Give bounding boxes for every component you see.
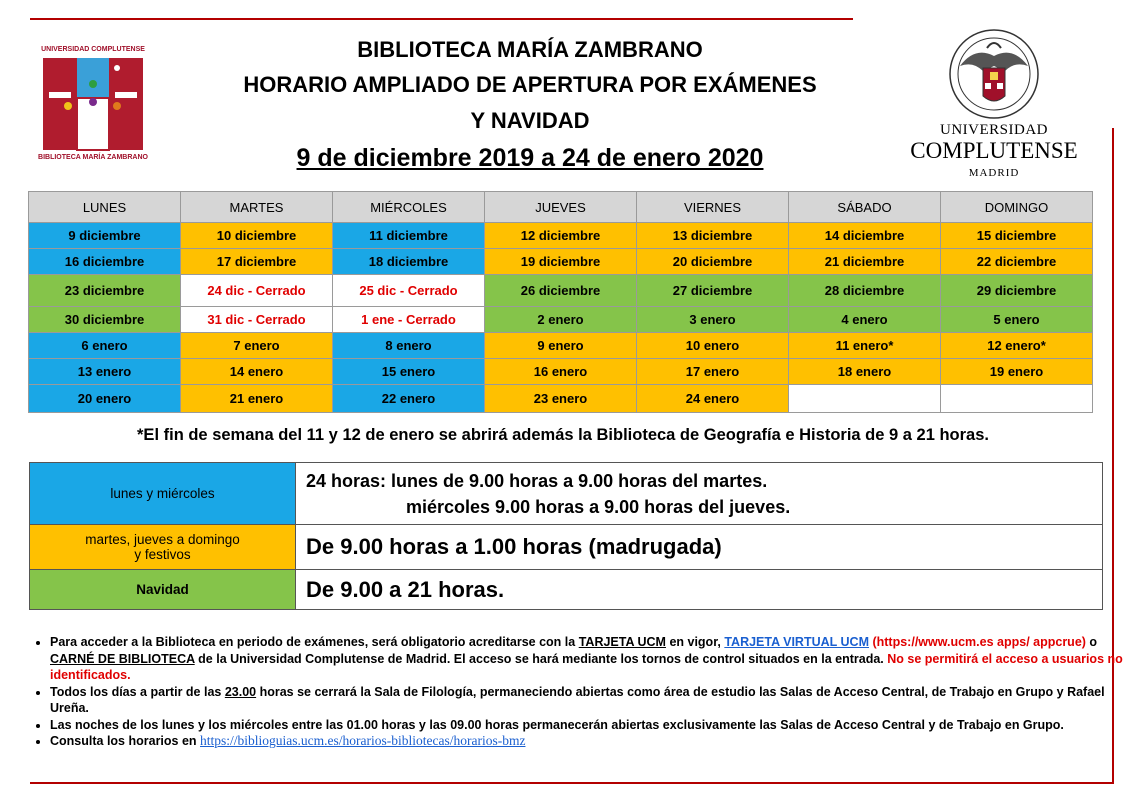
calendar-row: [29, 333, 1093, 359]
calendar-day-sabado: 28 diciembre: [789, 275, 941, 307]
schedule-value-24h: [296, 463, 1103, 525]
bullet-consult: [50, 733, 1125, 750]
calendar-row: [29, 249, 1093, 275]
calendar-day-viernes: 10 enero: [637, 333, 789, 359]
calendar-day-domingo: 22 diciembre: [941, 249, 1093, 275]
calendar-day-viernes: 13 diciembre: [637, 223, 789, 249]
calendar-day-domingo: [941, 385, 1093, 413]
ucm-crest-icon: [905, 26, 1083, 122]
info-bullets: [28, 634, 1125, 750]
schedule-label-navidad: Navidad: [30, 570, 296, 610]
calendar-day-miercoles: 25 dic - Cerrado: [333, 275, 485, 307]
calendar-day-miercoles: 22 enero: [333, 385, 485, 413]
calendar-day-martes: 17 diciembre: [181, 249, 333, 275]
calendar-header-sabado: SÁBADO: [789, 192, 941, 223]
calendar-day-martes: 10 diciembre: [181, 223, 333, 249]
calendar-row: [29, 275, 1093, 307]
bullet-closing-text: Todos los días a partir de las: [50, 684, 225, 699]
calendar-day-jueves: 26 diciembre: [485, 275, 637, 307]
calendar-day-jueves: 9 enero: [485, 333, 637, 359]
tarjeta-virtual-link[interactable]: TARJETA VIRTUAL UCM: [724, 635, 869, 649]
calendar-day-sabado: 11 enero*: [789, 333, 941, 359]
calendar-day-lunes: 13 enero: [29, 359, 181, 385]
frame-top-line: [30, 18, 853, 20]
schedule-value-navidad: De 9.00 a 21 horas.: [296, 570, 1103, 610]
ucm-name-universidad: UNIVERSIDAD: [940, 122, 1048, 138]
bullet-access-warning: No se permitirá el acceso a usuarios no identificados.: [50, 651, 1123, 682]
calendar-day-viernes: 24 enero: [637, 385, 789, 413]
schedule-row: [30, 525, 1103, 570]
bullet-closing-text-2: horas se cerrará la Sala de Filología, permaneciendo abiertas como área de estudio las Salas de Acceso Central, de Trabajo en Grupo y Rafael Ureña.: [50, 684, 1105, 715]
bullet-access-text-3: o: [1085, 635, 1098, 649]
calendar-day-jueves: 23 enero: [485, 385, 637, 413]
calendar-day-sabado: [789, 385, 941, 413]
calendar-day-martes: 21 enero: [181, 385, 333, 413]
library-logo-graphic: [33, 36, 153, 166]
calendar-day-martes: 14 enero: [181, 359, 333, 385]
calendar-header-viernes: VIERNES: [637, 192, 789, 223]
calendar-header-domingo: DOMINGO: [941, 192, 1093, 223]
schedule-table: [29, 462, 1103, 610]
calendar-day-miercoles: 8 enero: [333, 333, 485, 359]
schedule-row: [30, 463, 1103, 525]
schedule-value-24h-line2: miércoles 9.00 horas a 9.00 horas del jueves.: [406, 496, 791, 517]
calendar-day-sabado: 21 diciembre: [789, 249, 941, 275]
calendar-day-domingo: 15 diciembre: [941, 223, 1093, 249]
calendar-day-domingo: 5 enero: [941, 307, 1093, 333]
title-christmas: Y NAVIDAD: [470, 108, 590, 133]
calendar-row: [29, 307, 1093, 333]
calendar-row: [29, 385, 1093, 413]
schedule-row: [30, 570, 1103, 610]
bullet-closing: [50, 684, 1125, 717]
calendar-day-domingo: 29 diciembre: [941, 275, 1093, 307]
schedule-value-madrugada: De 9.00 horas a 1.00 horas (madrugada): [296, 525, 1103, 570]
tarjeta-virtual-url: (https://www.ucm.es apps/ appcrue): [869, 635, 1086, 649]
calendar-day-sabado: 14 diciembre: [789, 223, 941, 249]
title-dates: 9 de diciembre 2019 a 24 de enero 2020: [296, 144, 764, 172]
calendar-day-lunes: 23 diciembre: [29, 275, 181, 307]
schedule-label-lunes-miercoles: lunes y miércoles: [30, 463, 296, 525]
calendar-day-domingo: 12 enero*: [941, 333, 1093, 359]
calendar-header-miercoles: MIÉRCOLES: [333, 192, 485, 223]
ucm-name-complutense: COMPLUTENSE: [910, 138, 1078, 163]
calendar-day-lunes: 6 enero: [29, 333, 181, 359]
schedule-label-martes-domingo-line2: y festivos: [134, 547, 191, 562]
calendar-header-martes: MARTES: [181, 192, 333, 223]
horarios-link[interactable]: https://biblioguias.ucm.es/horarios-bibliotecas/horarios-bmz: [200, 733, 526, 748]
calendar-day-jueves: 12 diciembre: [485, 223, 637, 249]
frame-bottom-line: [30, 782, 1114, 784]
library-logo-top-text: UNIVERSIDAD COMPLUTENSE: [41, 46, 145, 53]
title-schedule: HORARIO AMPLIADO DE APERTURA POR EXÁMENES: [243, 72, 817, 97]
calendar-header-lunes: LUNES: [29, 192, 181, 223]
tarjeta-ucm-text: TARJETA UCM: [578, 635, 666, 649]
calendar-day-martes: 31 dic - Cerrado: [181, 307, 333, 333]
calendar-day-lunes: 16 diciembre: [29, 249, 181, 275]
calendar-day-sabado: 18 enero: [789, 359, 941, 385]
calendar-day-lunes: 9 diciembre: [29, 223, 181, 249]
bullet-consult-text: Consulta los horarios en: [50, 734, 201, 748]
calendar-header-jueves: JUEVES: [485, 192, 637, 223]
bullet-nights: • Las noches de los lunes y los miércoles entre las 01.00 horas y las 09.00 horas permanecerán abiertas exclusivamente las Salas de Acceso Central y de Trabajo en Grupo.: [50, 717, 1125, 734]
calendar-day-martes: 7 enero: [181, 333, 333, 359]
calendar-day-jueves: 2 enero: [485, 307, 637, 333]
bullet-access-text-4: de la Universidad Complutense de Madrid. El acceso se hará mediante los tornos de control situados en la entrada.: [194, 651, 888, 666]
calendar-day-miercoles: 1 ene - Cerrado: [333, 307, 485, 333]
closing-time: 23.00: [224, 684, 257, 699]
library-logo-bottom-text: BIBLIOTECA MARÍA ZAMBRANO: [38, 154, 148, 161]
calendar-day-domingo: 19 enero: [941, 359, 1093, 385]
calendar-day-lunes: 30 diciembre: [29, 307, 181, 333]
title-library: BIBLIOTECA MARÍA ZAMBRANO: [357, 37, 703, 62]
calendar-day-miercoles: 11 diciembre: [333, 223, 485, 249]
calendar-day-jueves: 16 enero: [485, 359, 637, 385]
calendar-day-viernes: 20 diciembre: [637, 249, 789, 275]
calendar-day-miercoles: 18 diciembre: [333, 249, 485, 275]
calendar-day-martes: 24 dic - Cerrado: [181, 275, 333, 307]
calendar-day-viernes: 17 enero: [637, 359, 789, 385]
calendar-table: [28, 191, 1093, 413]
calendar-day-jueves: 19 diciembre: [485, 249, 637, 275]
schedule-value-24h-line1: 24 horas: lunes de 9.00 horas a 9.00 horas del martes.: [306, 470, 768, 491]
calendar-day-viernes: 27 diciembre: [637, 275, 789, 307]
bullet-access-text-2: en vigor,: [665, 635, 725, 649]
calendar-row: [29, 223, 1093, 249]
ucm-logo: [905, 26, 1083, 182]
schedule-label-martes-domingo: [30, 525, 296, 570]
calendar-header-row: [29, 192, 1093, 223]
bullet-access-text: Para acceder a la Biblioteca en periodo de exámenes, será obligatorio acreditarse con la: [50, 635, 579, 649]
calendar-day-miercoles: 15 enero: [333, 359, 485, 385]
ucm-name-madrid: MADRID: [968, 167, 1020, 179]
carne-biblioteca-text: CARNÉ DE BIBLIOTECA: [50, 651, 195, 666]
calendar-day-sabado: 4 enero: [789, 307, 941, 333]
bullet-access: [50, 634, 1125, 684]
weekend-note: *El fin de semana del 11 y 12 de enero se abrirá además la Biblioteca de Geografía e Historia de 9 a 21 horas.: [137, 426, 989, 444]
calendar-day-viernes: 3 enero: [637, 307, 789, 333]
library-logo: [33, 36, 153, 166]
calendar-day-lunes: 20 enero: [29, 385, 181, 413]
schedule-label-martes-domingo-line1: martes, jueves a domingo: [85, 532, 240, 547]
calendar-row: [29, 359, 1093, 385]
